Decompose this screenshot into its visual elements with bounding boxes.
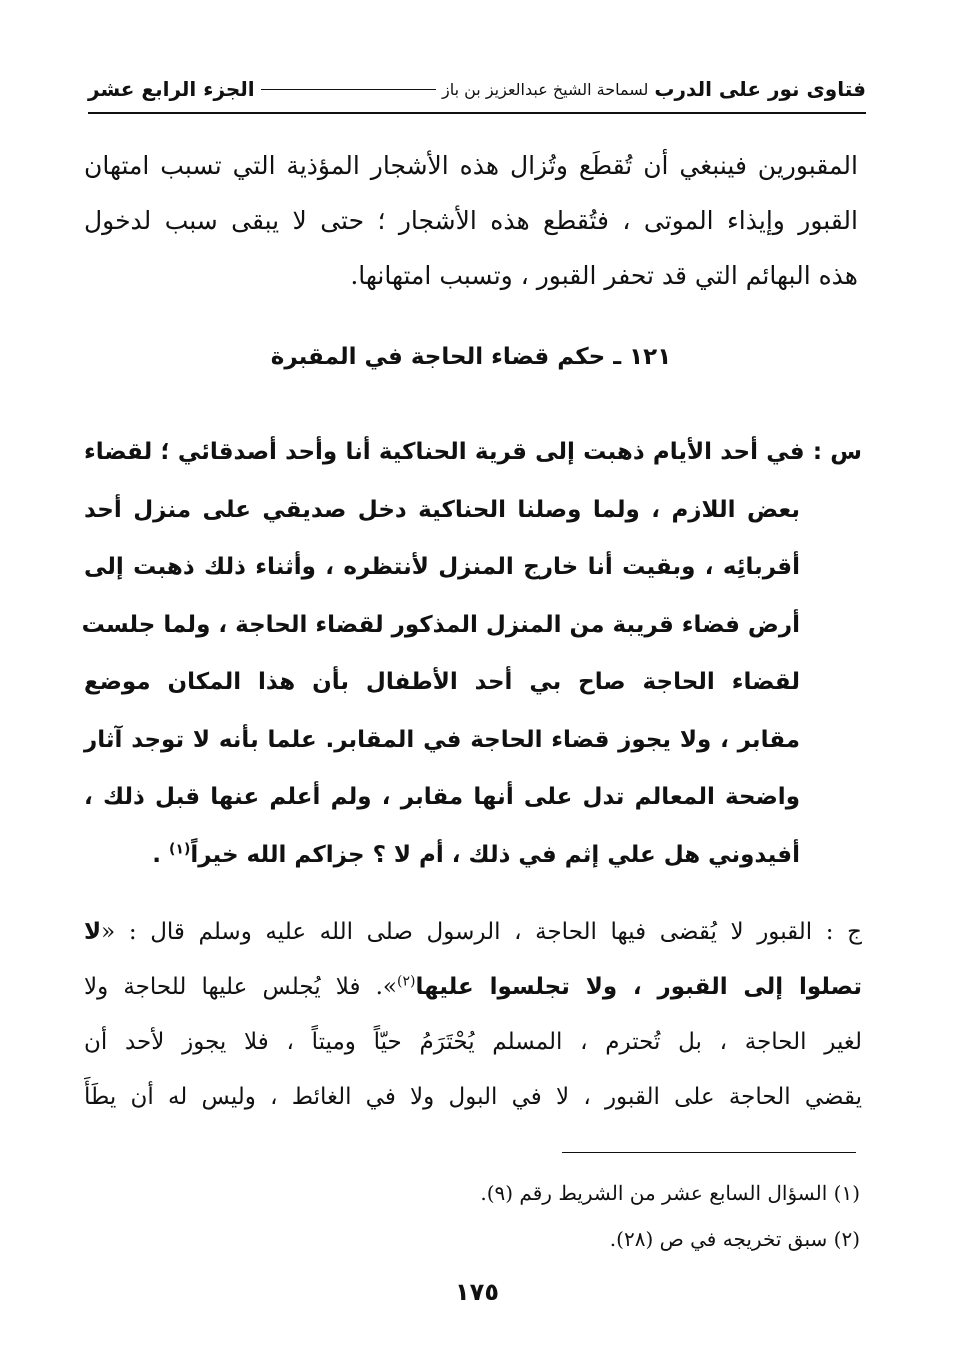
text-line: القبور وإيذاء الموتى ، فتُقطع هذه الأشجار ؛ حتى لا يبقى سبب لدخول <box>84 206 858 235</box>
footnote-item: (١) السؤال السابع عشر من الشريط رقم (٩). <box>480 1181 860 1205</box>
hadith-text: تصلوا إلى القبور ، ولا تجلسوا عليها <box>415 974 862 1000</box>
text-line: هذه البهائم التي قد تحفر القبور ، وتسبب امتهانها. <box>350 261 858 290</box>
header-divider <box>88 112 866 114</box>
question-line: بعض اللازم ، ولما وصلنا الحناكية دخل صديقي على منزل أحد <box>84 496 800 523</box>
hadith-text: لا <box>84 919 102 945</box>
question-line: س : في أحد الأيام ذهبت إلى قرية الحناكية أنا وأحد أصدقائي ؛ لقضاء <box>84 439 862 465</box>
question-text: أفيدوني هل علي إثم في ذلك ، أم لا ؟ جزاكم الله خيراً <box>190 841 800 868</box>
section-title: ١٢١ ـ حكم قضاء الحاجة في المقبرة <box>270 344 672 370</box>
question-block <box>81 424 862 884</box>
answer-text: ». فلا يُجلس عليها للحاجة ولا <box>84 974 397 1000</box>
footnote-divider <box>562 1152 856 1153</box>
page-number: ١٧٥ <box>455 1278 499 1306</box>
footnote-ref[interactable]: (١) <box>169 840 191 857</box>
volume-label: الجزء الرابع عشر <box>88 77 255 101</box>
footnote-item: (٢) سبق تخريجه في ص (٢٨). <box>609 1227 860 1251</box>
question-line: واضحة المعالم تدل على أنها مقابر ، ولم أعلم عنها قبل ذلك ، <box>84 784 800 810</box>
answer-line <box>84 905 862 960</box>
header-rule <box>261 89 436 90</box>
text-line: المقبورين فينبغي أن تُقطَع وتُزال هذه الأشجار المؤذية التي تسبب امتهان <box>84 151 858 180</box>
question-line: أرض فضاء قريبة من المنزل المذكور لقضاء الحاجة ، ولما جلست <box>81 611 800 638</box>
question-line: أقربائِه ، وبقيت أنا خارج المنزل لأنتظره ، وأثناء ذلك ذهبت إلى <box>84 554 800 580</box>
intro-paragraph <box>84 138 858 303</box>
answer-line <box>84 960 862 1015</box>
question-line-last: أفيدوني هل علي إثم في ذلك ، أم لا ؟ جزاكم الله خيراً$^{(١)}$ . <box>152 840 800 868</box>
answer-line: يقضي الحاجة على القبور ، لا في البول ولا في الغائط ، وليس له أن يطَأَ <box>84 1084 862 1110</box>
footnote-ref[interactable]: (٢) <box>396 973 416 990</box>
author-name: لسماحة الشيخ عبدالعزيز بن باز <box>441 79 649 99</box>
question-line: مقابر ، ولا يجوز قضاء الحاجة في المقابر. علما بأنه لا توجد آثار <box>84 726 800 753</box>
answer-text: ج : القبور لا يُقضى فيها الحاجة ، الرسول صلى الله عليه وسلم قال : « <box>101 919 862 945</box>
running-header <box>88 72 866 106</box>
footnotes <box>300 1170 860 1262</box>
answer-line: لغير الحاجة ، بل تُحترم ، المسلم يُحْتَرَمُ حيّاً وميتاً ، فلا يجوز لأحد أن <box>84 1029 862 1055</box>
book-title: فتاوى نور على الدرب <box>654 77 866 101</box>
answer-block <box>84 905 862 1125</box>
question-line: لقضاء الحاجة صاح بي أحد الأطفال بأن هذا المكان موضع <box>84 669 800 695</box>
